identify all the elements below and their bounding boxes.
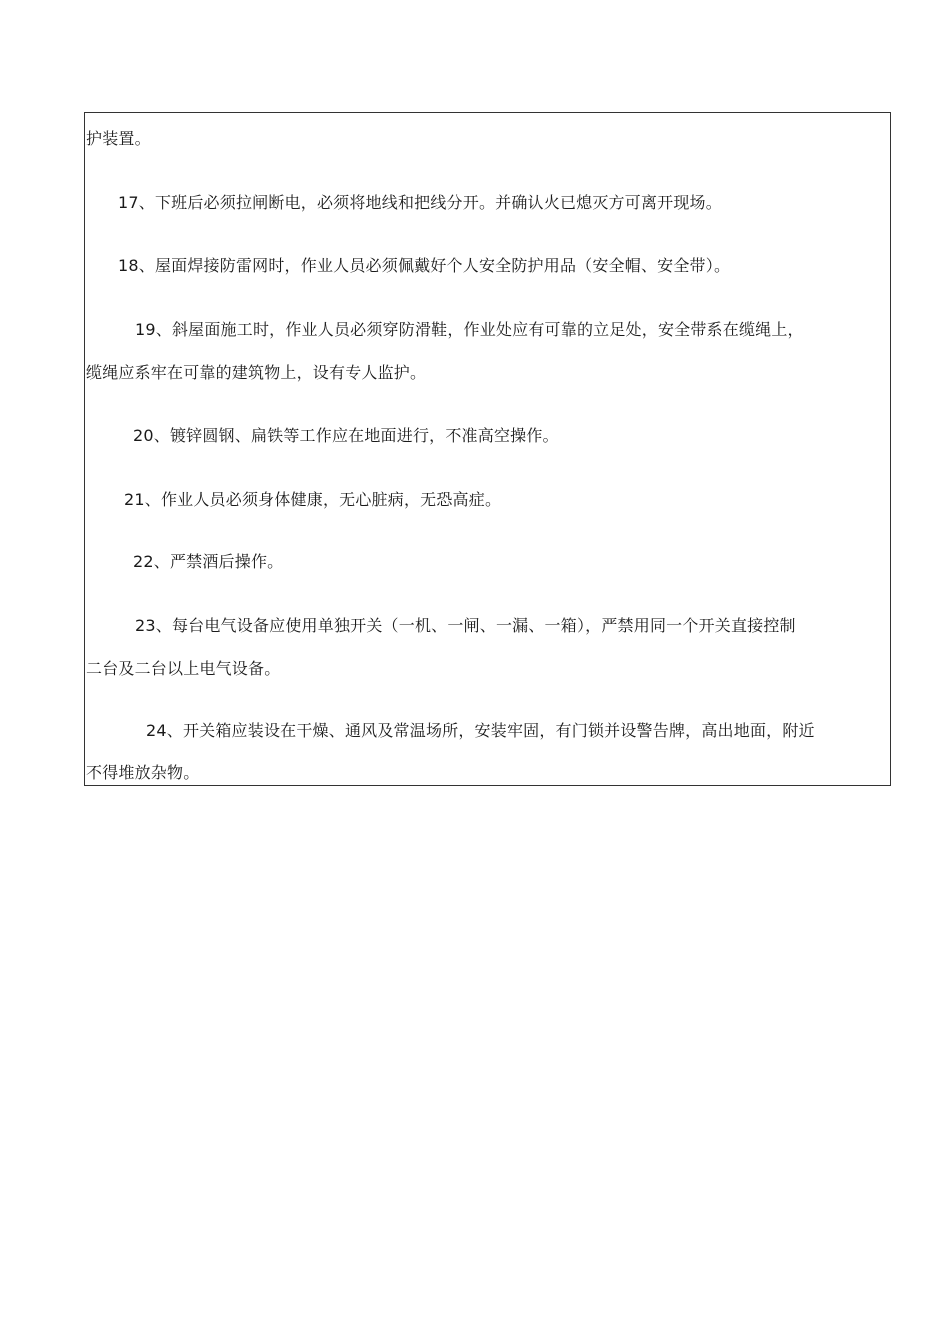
frame-right-tick	[890, 451, 891, 461]
item-23-line-1: 23、每台电气设备应使用单独开关（一机、一闸、一漏、一箱），严禁用同一个开关直接控制	[135, 616, 796, 635]
item-19-line-2: 缆绳应系牢在可靠的建筑物上，设有专人监护。	[86, 363, 427, 382]
item-18-line: 18、屋面焊接防雷网时，作业人员必须佩戴好个人安全防护用品（安全帽、安全带）。	[118, 256, 731, 275]
item-22-line: 22、严禁酒后操作。	[133, 552, 284, 571]
frame-right-tick	[890, 515, 891, 525]
item-20-line: 20、镀锌圆钢、扁铁等工作应在地面进行，不准高空操作。	[133, 426, 559, 445]
item-19-line-1: 19、斜屋面施工时，作业人员必须穿防滑鞋，作业处应有可靠的立足处，安全带系在缆绳上，	[135, 320, 804, 339]
item-17-line: 17、下班后必须拉闸断电，必须将地线和把线分开。并确认火已熄灭方可离开现场。	[118, 193, 722, 212]
frame-right-tick	[890, 225, 891, 235]
frame-left-tick	[84, 515, 85, 525]
frame-left-tick	[84, 451, 85, 461]
frame-left-tick	[84, 285, 85, 295]
text-line-1: 护装置。	[86, 129, 151, 148]
item-23-line-2: 二台及二台以上电气设备。	[86, 659, 281, 678]
frame-right-tick	[890, 689, 891, 699]
item-21-line: 21、作业人员必须身体健康，无心脏病，无恐高症。	[124, 490, 502, 509]
item-24-line-2: 不得堆放杂物。	[86, 763, 200, 782]
frame-left-tick	[84, 689, 85, 699]
document-frame	[84, 112, 891, 786]
item-24-line-1: 24、开关箱应装设在干燥、通风及常温场所，安装牢固，有门锁并设警告牌，高出地面，附近	[146, 721, 815, 740]
frame-right-tick	[890, 285, 891, 295]
frame-left-tick	[84, 225, 85, 235]
